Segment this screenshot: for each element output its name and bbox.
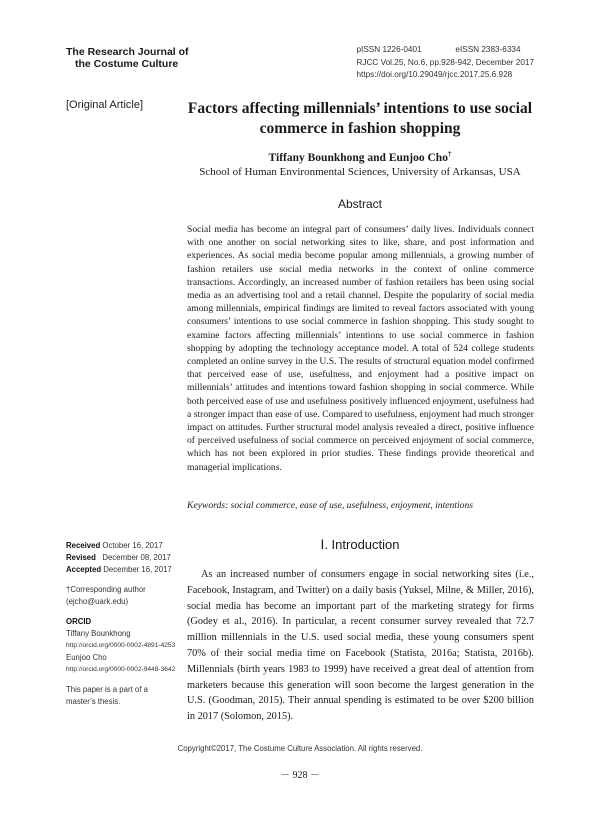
- article-type: [Original Article]: [66, 99, 144, 111]
- introduction-body: [187, 567, 534, 725]
- revised-date: December 08, 2017: [102, 553, 171, 562]
- orcid-author1-name: Tiffany Bounkhong: [66, 629, 131, 638]
- orcid-author2-link[interactable]: http://orcid.org/0000-0002-9448-3642: [66, 666, 176, 673]
- accepted-label: Accepted: [66, 565, 102, 574]
- keywords: Keywords: social commerce, ease of use, usefulness, enjoyment, intentions: [187, 500, 473, 511]
- accepted-row: [66, 564, 178, 576]
- accepted-date: December 16, 2017: [103, 565, 172, 574]
- corresponding-mark: †: [447, 150, 452, 158]
- abstract-heading: Abstract: [337, 197, 382, 211]
- received-row: [66, 540, 178, 552]
- publication-meta: [357, 44, 535, 82]
- thesis-note: This paper is a part of a master’s thesis.: [66, 685, 148, 706]
- section-heading-introduction: Ⅰ. Introduction: [320, 537, 400, 552]
- introduction-paragraph: As an increased number of consumers engage in social networking sites (i.e., Facebook, Instagram, and Twitter) on a daily basis (Yuksel, Milne, & Miller, 2016), social media has become an important part of the marketing strategy for firms (Godey et al., 2016). In particular, a recent consumer survey revealed that 72.7 million millennials in the U.S. used social media, these young consumers spent 70% of their social media time on Facebook (Statista, 2016a; Statista, 2016b). Millennials (birth years 1983 to 1999) have received a great deal of attention from marketers because this generation will soon become the largest generation in the U.S. (Goodman, 2015). Their annual spending is estimated to be over $200 billion in 2017 (Solomon, 2015).: [187, 569, 534, 723]
- orcid-label: ORCID: [66, 617, 92, 626]
- affiliation: School of Human Environmental Sciences, University of Arkansas, USA: [199, 166, 521, 178]
- doi-link[interactable]: https://doi.org/10.29049/rjcc.2017.25.6.928: [356, 70, 513, 79]
- journal-name: [66, 46, 189, 70]
- eissn: eISSN 2383-6334: [455, 45, 521, 54]
- received-date: October 16, 2017: [102, 541, 163, 550]
- journal-name-line1: The Research Journal of: [66, 46, 189, 58]
- revised-label: Revised: [66, 553, 96, 562]
- page-number: － 928 －: [280, 770, 320, 781]
- orcid-author1-link[interactable]: http://orcid.org/0000-0002-4891-4253: [66, 642, 176, 649]
- copyright-notice: Copyright©2017, The Costume Culture Association. All rights reserved.: [177, 744, 423, 753]
- article-sidebar: [66, 540, 178, 708]
- received-label: Received: [66, 541, 101, 550]
- revised-row: [66, 552, 178, 564]
- author-names: Tiffany Bounkhong and Eunjoo Cho: [268, 151, 448, 164]
- pissn: pISSN 1226-0401: [356, 45, 422, 54]
- corresponding-email[interactable]: (ejcho@uark.edu): [66, 597, 129, 606]
- journal-name-line2: the Costume Culture: [75, 58, 179, 70]
- abstract-text: Social media has become an integral part of consumers’ daily lives. Individuals connect with one another on social networking sites to like, share, and post information and experiences. As social media become popular among millennials, a growing number of fashion retailers use social media networks in the context of online commerce transactions. Accordingly, an increased number of fashion retailers has been using social media as an advertising tool and a retail channel. Despite the popularity of social media among millennials, empirical findings are limited to reveal factors associated with young consumers’ intentions to use social commerce in fashion shopping. This study sought to examine factors affecting millennials’ intentions to use social commerce in fashion shopping by adopting the technology acceptance model. A total of 524 college students completed an online survey in the U.S. The results of structural equation model confirmed that perceived ease of use, usefulness, and enjoyment had a positive impact on millennials’ attitudes and intentions toward fashion shopping in social commerce. While both perceived ease of use and usefulness positively influenced enjoyment, usefulness had a stronger impact than ease of use. Compared to usefulness, enjoyment had much stronger impact on attitudes. Further structural model analysis revealed a direct, positive influence of perceived usefulness of social commerce on perceived enjoyment of social commerce, which has not been explored in prior studies. These findings provide theoretical and managerial implications.: [187, 224, 534, 473]
- authors: [180, 150, 540, 164]
- corresponding-author-label: †Corresponding author: [66, 585, 146, 594]
- orcid-author2-name: Eunjoo Cho: [66, 653, 107, 662]
- paper-title: Factors affecting millennials’ intentions to use social commerce in fashion shopping: [187, 100, 533, 137]
- citation: RJCC Vol.25, No.6, pp.928-942, December 2017: [356, 57, 534, 67]
